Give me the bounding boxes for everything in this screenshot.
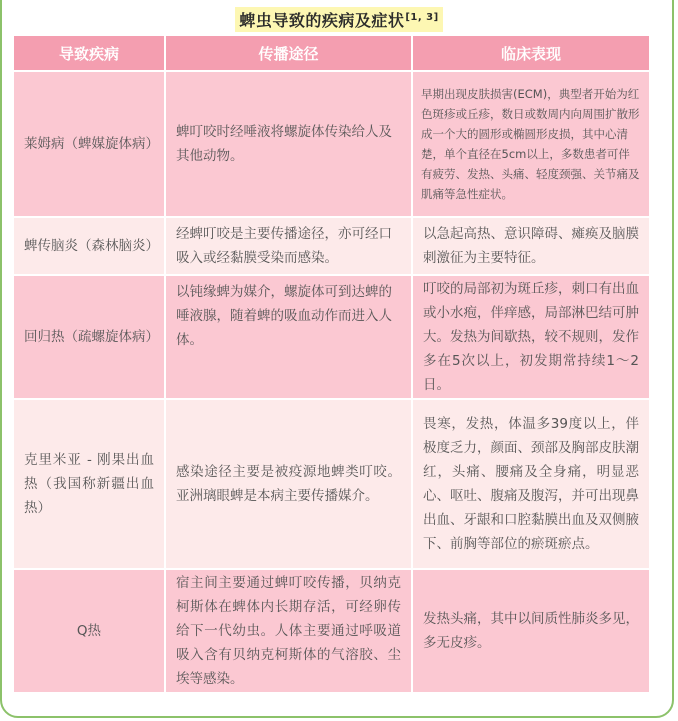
- title-text: 蜱虫导致的疾病及症状: [239, 11, 405, 30]
- table-row: [13, 399, 650, 569]
- cell-disease: 蜱传脑炎（森林脑炎）: [13, 217, 165, 275]
- cell-symptoms: 以急起高热、意识障碍、瘫痪及脑膜刺激征为主要特征。: [412, 217, 650, 275]
- cell-transmission: 以钝缘蜱为媒介，螺旋体可到达蜱的唾液腺，随着蜱的吸血动作而进入人体。: [165, 275, 412, 399]
- cell-disease: 克里米亚 - 刚果出血热（我国称新疆出血热）: [13, 399, 165, 569]
- cell-symptoms: 畏寒，发热，体温多39度以上，伴极度乏力，颜面、颈部及胸部皮肤潮红，头痛、腰痛及全身痛，明显恶心、呕吐、腹痛及腹泻，并可出现鼻出血、牙龈和口腔黏膜出血及双侧腋下、前胸等部位的瘀斑瘀点。: [412, 399, 650, 569]
- table-header-row: [13, 35, 650, 71]
- table-row: [13, 275, 650, 399]
- title-highlight: [235, 7, 442, 32]
- cell-symptoms: 叮咬的局部初为斑丘疹，刺口有出血或小水疱，伴痒感，局部淋巴结可肿大。发热为间歇热，较不规则，发作多在5次以上，初发期常持续1～2日。: [412, 275, 650, 399]
- header-symptoms: 临床表现: [412, 35, 650, 71]
- cell-symptoms: 早期出现皮肤损害(ECM)，典型者开始为红色斑疹或丘疹，数日或数周内向周围扩散形成一个大的圆形或椭圆形皮损，其中心清楚，单个直径在5cm以上，多数患者可伴有疲劳、发热、头痛、轻度颈强、关节痛及肌痛等急性症状。: [412, 71, 650, 217]
- cell-disease: 回归热（疏螺旋体病）: [13, 275, 165, 399]
- cell-transmission: 经蜱叮咬是主要传播途径，亦可经口吸入或经黏膜受染而感染。: [165, 217, 412, 275]
- cell-disease: 莱姆病（蜱媒旋体病）: [13, 71, 165, 217]
- header-transmission: 传播途径: [165, 35, 412, 71]
- cell-transmission: 宿主间主要通过蜱叮咬传播，贝纳克柯斯体在蜱体内长期存活，可经卵传给下一代幼虫。人体主要通过呼吸道吸入含有贝纳克柯斯体的气溶胶、尘埃等感染。: [165, 569, 412, 693]
- cell-transmission: 感染途径主要是被疫源地蜱类叮咬。亚洲璃眼蜱是本病主要传播媒介。: [165, 399, 412, 569]
- table-title: [0, 7, 678, 32]
- table-row: [13, 71, 650, 217]
- cell-transmission: 蜱叮咬时经唾液将螺旋体传染给人及其他动物。: [165, 71, 412, 217]
- title-reference: [1, 3]: [405, 11, 439, 23]
- cell-symptoms: 发热头痛，其中以间质性肺炎多见，多无皮疹。: [412, 569, 650, 693]
- table-row: [13, 217, 650, 275]
- disease-table: [12, 34, 651, 694]
- cell-disease: Q热: [13, 569, 165, 693]
- disease-table-viewport: [12, 34, 649, 687]
- table-row: [13, 569, 650, 693]
- header-disease: 导致疾病: [13, 35, 165, 71]
